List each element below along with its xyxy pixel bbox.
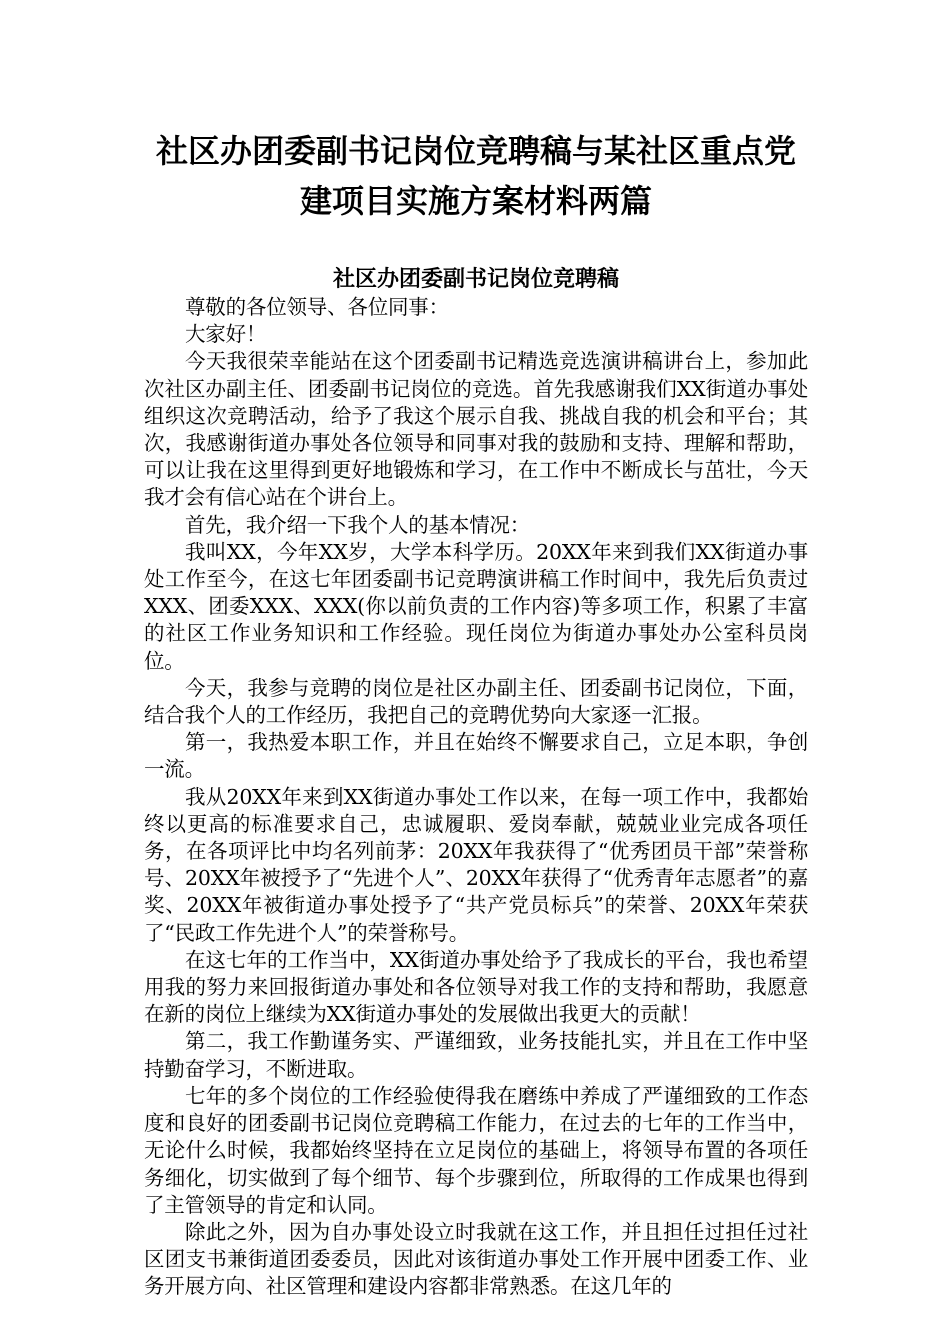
paragraph: 第一，我热爱本职工作，并且在始终不懈要求自己，立足本职，争创一流。	[144, 730, 808, 782]
paragraph: 除此之外，因为自办事处设立时我就在这工作，并且担任过担任过社区团支书兼街道团委委员，因此对该街道办事处工作开展中团委工作、业务开展方向、社区管理和建设内容都非常熟悉。在这几年的	[144, 1219, 808, 1299]
document-title: 社区办团委副书记岗位竞聘稿与某社区重点党建项目实施方案材料两篇	[155, 132, 796, 220]
paragraph: 七年的多个岗位的工作经验使得我在磨练中养成了严谨细致的工作态度和良好的团委副书记岗位竞聘稿工作能力，在过去的七年的工作当中，无论什么时候，我都始终坚持在立足岗位的基础上，将领导布置的各项任务细化，切实做到了每个细节、每个步骤到位，所取得的工作成果也得到了主管领导的肯定和认同。	[144, 1083, 808, 1217]
paragraph: 今天我很荣幸能站在这个团委副书记精选竞选演讲稿讲台上，参加此次社区办副主任、团委副书记岗位的竞选。首先我感谢我们XX街道办事处组织这次竞聘活动，给予了我这个展示自我、挑战自我的机会和平台；其次，我感谢街道办事处各位领导和同事对我的鼓励和支持、理解和帮助，可以让我在这里得到更好地锻炼和学习，在工作中不断成长与茁壮，今天我才会有信心站在个讲台上。	[144, 349, 808, 510]
paragraph: 今天，我参与竞聘的岗位是社区办副主任、团委副书记岗位，下面，结合我个人的工作经历，我把自己的竞聘优势向大家逐一汇报。	[144, 675, 808, 728]
paragraph: 在这七年的工作当中，XX街道办事处给予了我成长的平台，我也希望用我的努力来回报街道办事处和各位领导对我工作的支持和帮助，我愿意在新的岗位上继续为XX街道办事处的发展做出我更大的贡献！	[144, 947, 808, 1027]
paragraph-salutation: 尊敬的各位领导、各位同事：	[185, 295, 449, 319]
document-page	[144, 126, 808, 1301]
paragraph: 第二，我工作勤谨务实、严谨细致，业务技能扎实，并且在工作中坚持勤奋学习，不断进取。	[144, 1029, 808, 1081]
section-heading: 社区办团委副书记岗位竞聘稿	[332, 266, 619, 292]
paragraph: 首先，我介绍一下我个人的基本情况：	[185, 512, 531, 537]
paragraph: 我叫XX，今年XX岁，大学本科学历。20XX年来到我们XX街道办事处工作至今，在这七年团委副书记竞聘演讲稿工作时间中，我先后负责过XXX、团委XXX、XXX(你以前负责的工作内容)等多项工作，积累了丰富的社区工作业务知识和工作经验。现任岗位为街道办事处办公室科员岗位。	[144, 539, 808, 673]
paragraph-greeting: 大家好！	[185, 322, 267, 347]
paragraph: 我从20XX年来到XX街道办事处工作以来，在每一项工作中，我都始终以更高的标准要求自己，忠诚履职、爱岗奉献，兢兢业业完成各项任务，在各项评比中均名列前茅：20XX年我获得了“优秀团员干部”荣誉称号、20XX年被授予了“先进个人”、20XX年获得了“优秀青年志愿者”的嘉奖、20XX年被街道办事处授予了“共产党员标兵”的荣誉、20XX年荣获了“民政工作先进个人”的荣誉称号。	[144, 784, 808, 945]
document-body	[144, 294, 808, 1301]
